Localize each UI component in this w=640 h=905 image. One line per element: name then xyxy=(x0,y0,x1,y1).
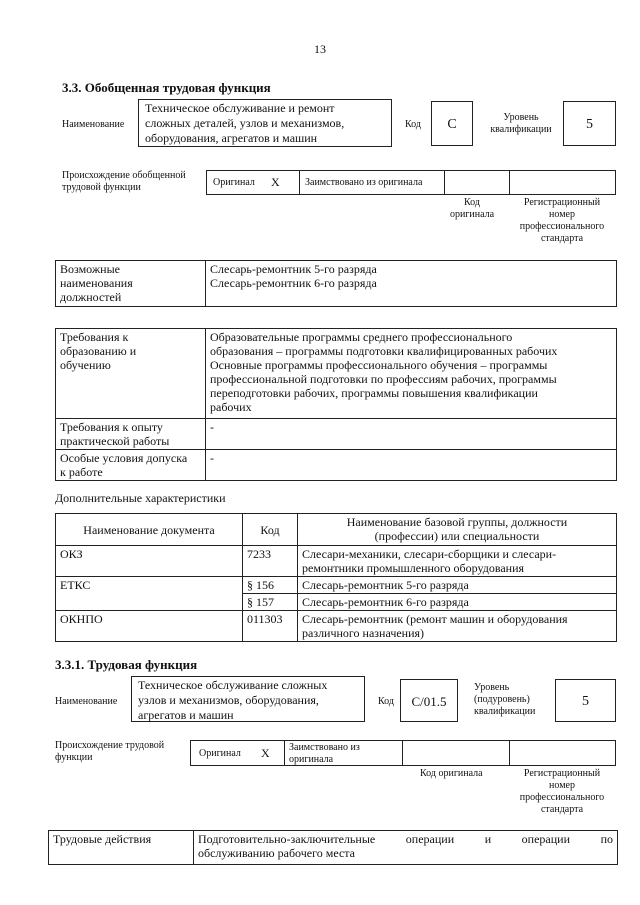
fn-reg-number-line: номер xyxy=(549,780,575,791)
conditions-label-line: Особые условия допуска xyxy=(60,451,188,465)
additional-table xyxy=(55,513,617,642)
actions-line-1 xyxy=(198,832,613,846)
fn-level-label xyxy=(474,682,550,718)
experience-label-line: практической работы xyxy=(60,434,170,448)
fn-name-label: Наименование xyxy=(55,696,118,707)
row-name-line: ремонтники промышленного оборудования xyxy=(302,561,525,575)
origin-label xyxy=(62,170,186,194)
actions-word: и xyxy=(484,832,492,846)
page-number: 13 xyxy=(314,42,326,56)
header-name-line: (профессии) или специальности xyxy=(374,529,540,543)
education-label-line: образованию и xyxy=(60,344,137,358)
position-item: Слесарь-ремонтник 5-го разряда xyxy=(210,262,377,276)
header-code: Код xyxy=(243,514,298,546)
fn-name-line: агрегатов и машин xyxy=(138,708,234,722)
fn-level-line: квалификации xyxy=(474,706,536,717)
level-value: 5 xyxy=(563,101,616,146)
code-original-line: оригинала xyxy=(449,209,495,220)
actions-label: Трудовые действия xyxy=(49,831,194,865)
positions-label-line: наименования xyxy=(60,276,133,290)
fn-name-line: узлов и механизмов, оборудования, xyxy=(138,693,319,707)
code-original-label xyxy=(440,197,504,221)
actions-value xyxy=(194,831,618,865)
borrowed-label: Заимствовано из оригинала xyxy=(305,177,423,188)
conditions-value: - xyxy=(206,450,617,481)
education-line: рабочих xyxy=(210,400,252,414)
origin-label-line: Происхождение обобщенной xyxy=(62,170,186,181)
section-title: 3.3. Обобщенная трудовая функция xyxy=(62,80,271,95)
original-label: Оригинал xyxy=(213,177,255,188)
fn-origin-line: функции xyxy=(55,752,93,763)
fn-reg-number-line: профессионального xyxy=(519,792,605,803)
origin-label-line: трудовой функции xyxy=(62,182,141,193)
positions-table xyxy=(55,260,617,307)
reg-number-line: стандарта xyxy=(540,233,584,244)
positions-label-line: Возможные xyxy=(60,262,120,276)
gtf-name-line: Техническое обслуживание и ремонт xyxy=(145,101,335,115)
row-doc: ОКНПО xyxy=(56,611,243,642)
fn-original-label: Оригинал xyxy=(199,748,241,759)
fn-code-value: С/01.5 xyxy=(400,679,458,722)
actions-word: операции xyxy=(521,832,571,846)
actions-word: по xyxy=(600,832,613,846)
actions-table xyxy=(48,830,618,865)
positions-label xyxy=(56,261,206,307)
row-name-line: Слесари-механики, слесари-сборщики и слесари- xyxy=(302,547,557,561)
fn-reg-number-line: стандарта xyxy=(540,804,584,815)
experience-label xyxy=(56,419,206,450)
requirements-table xyxy=(55,328,617,481)
actions-line-2: обслуживанию рабочего места xyxy=(198,846,355,860)
fn-borrowed-line: Заимствовано из xyxy=(289,742,360,753)
row-code: § 156 xyxy=(243,577,298,594)
fn-code-label: Код xyxy=(378,696,394,707)
positions-values xyxy=(206,261,617,307)
fn-name-line: Техническое обслуживание сложных xyxy=(138,678,328,692)
education-label xyxy=(56,329,206,419)
header-doc: Наименование документа xyxy=(56,514,243,546)
education-line: профессиональной подготовки по профессиям рабочих, программы xyxy=(210,372,557,386)
education-value xyxy=(206,329,617,419)
gtf-name-line: оборудования, агрегатов и машин xyxy=(145,131,318,145)
conditions-label xyxy=(56,450,206,481)
conditions-label-line: к работе xyxy=(60,465,103,479)
reg-number-line: профессионального xyxy=(519,221,605,232)
gtf-name-line: сложных деталей, узлов и механизмов, xyxy=(145,116,345,130)
actions-word: Подготовительно-заключительные xyxy=(198,832,376,846)
fn-origin-box xyxy=(190,740,616,766)
actions-word: операции xyxy=(405,832,455,846)
fn-level-value: 5 xyxy=(555,679,616,722)
gtf-name-box xyxy=(138,99,392,147)
fn-origin-label xyxy=(55,740,164,764)
fn-origin-line: Происхождение трудовой xyxy=(55,740,165,751)
row-name xyxy=(298,546,617,577)
education-label-line: обучению xyxy=(60,358,111,372)
reg-number-line: номер xyxy=(549,209,575,220)
reg-number-line: Регистрационный xyxy=(523,197,601,208)
row-name xyxy=(298,611,617,642)
additional-title: Дополнительные характеристики xyxy=(55,491,226,505)
position-item: Слесарь-ремонтник 6-го разряда xyxy=(210,276,377,290)
function-title: 3.3.1. Трудовая функция xyxy=(55,657,198,672)
row-code: 011303 xyxy=(243,611,298,642)
fn-reg-number-label xyxy=(508,768,616,816)
row-name: Слесарь-ремонтник 5-го разряда xyxy=(298,577,617,594)
row-name: Слесарь-ремонтник 6-го разряда xyxy=(298,594,617,611)
fn-borrowed-line: оригинала xyxy=(289,754,334,765)
row-doc: ЕТКС xyxy=(56,577,243,611)
education-line: Образовательные программы среднего профессионального xyxy=(210,330,513,344)
experience-label-line: Требования к опыту xyxy=(60,420,163,434)
level-label xyxy=(486,112,556,136)
code-label: Код xyxy=(405,119,421,130)
positions-label-line: должностей xyxy=(60,290,122,304)
code-original-line: Код xyxy=(464,197,480,208)
row-name-line: Слесарь-ремонтник (ремонт машин и оборудования xyxy=(302,612,568,626)
fn-original-mark: X xyxy=(261,746,270,760)
name-label: Наименование xyxy=(62,119,125,130)
education-line: Основные программы профессионального обучения – программы xyxy=(210,358,548,372)
origin-box xyxy=(206,170,616,195)
row-code: 7233 xyxy=(243,546,298,577)
header-name-line: Наименование базовой группы, должности xyxy=(346,515,568,529)
education-label-line: Требования к xyxy=(60,330,129,344)
original-mark: X xyxy=(271,175,280,189)
fn-borrowed-label xyxy=(289,742,360,766)
fn-name-box xyxy=(131,676,365,722)
fn-level-line: (подуровень) xyxy=(474,694,530,705)
fn-code-original-label: Код оригинала xyxy=(420,768,483,779)
level-label-line: квалификации xyxy=(490,124,552,135)
reg-number-label xyxy=(508,197,616,245)
row-doc: ОКЗ xyxy=(56,546,243,577)
experience-value: - xyxy=(206,419,617,450)
code-value: С xyxy=(431,101,473,146)
education-line: образования – программы подготовки квалифицированных рабочих xyxy=(210,344,558,358)
education-line: переподготовки рабочих, программы повышения квалификации xyxy=(210,386,538,400)
fn-level-line: Уровень xyxy=(474,682,510,693)
fn-reg-number-line: Регистрационный xyxy=(523,768,601,779)
row-name-line: различного назначения) xyxy=(302,626,425,640)
level-label-line: Уровень xyxy=(503,112,539,123)
row-code: § 157 xyxy=(243,594,298,611)
header-name xyxy=(298,514,617,546)
